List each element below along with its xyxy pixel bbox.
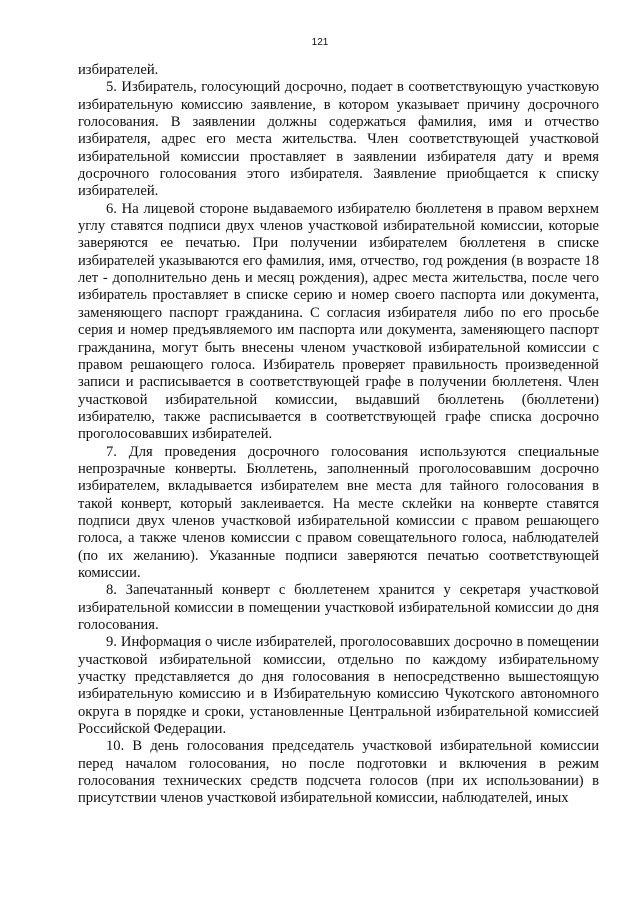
paragraph-7: 7. Для проведения досрочного голосования используются специальные непрозрачные конверты. Бюллетень, заполненный проголосовавшим досрочно избирателем, вкладывается избирателем вне места для тайного голосования в такой конверт, который заклеивается. На месте склейки на конверте ставятся подписи двух членов участковой избирательной комиссии с правом решающего голоса, а также членов комиссии с правом совещательного голоса, наблюдателей (по их желанию). Указанные подписи заверяются печатью соответствующей комиссии. <box>78 443 599 581</box>
paragraph-5: 5. Избиратель, голосующий досрочно, подает в соответствующую участковую избирательную комиссию заявление, в котором указывает причину досрочного голосования. В заявлении должны содержаться фамилия, имя и отчество избирателя, адрес его места жительства. Член соответствующей участковой избирательной комиссии проставляет в заявлении избирателя дату и время досрочного голосования этого избирателя. Заявление приобщается к списку избирателей. <box>78 79 599 200</box>
paragraph-6: 6. На лицевой стороне выдаваемого избирателю бюллетеня в правом верхнем углу ставятся подписи двух членов участковой избирательной комиссии, которые заверяются ее печатью. При получении избирателем бюллетеня в списке избирателей указываются его фамилия, имя, отчество, год рождения (в возрасте 18 лет - дополнительно день и месяц рождения), адрес места жительства, после чего избиратель проставляет в списке серию и номер своего паспорта или документа, заменяющего паспорт гражданина. С согласия избирателя либо по его просьбе серия и номер предъявляемого им паспорта или документа, заменяющего паспорт гражданина, могут быть внесены членом участковой избирательной комиссии с правом решающего голоса. Избиратель проверяет правильность произведенной записи и расписывается в соответствующей графе в получении бюллетеня. Член участковой избирательной комиссии, выдавший бюллетень (бюллетени) избирателю, также расписывается в соответствующей графе списка досрочно проголосовавших избирателей. <box>78 200 599 443</box>
page-number: 121 <box>311 37 329 48</box>
paragraph-continuation: избирателей. <box>78 62 159 78</box>
paragraph-9: 9. Информация о числе избирателей, проголосовавших досрочно в помещении участковой избирательной комиссии, отдельно по каждому избирательному участку представляется до дня голосования в непосредственно вышестоящую избирательную комиссию и в Избирательную комиссию Чукотского автономного округа в порядке и сроки, установленные Центральной избирательной комиссией Российской Федерации. <box>78 634 599 738</box>
paragraph-10: 10. В день голосования председатель участковой избирательной комиссии перед началом голосования, но после подготовки и включения в режим голосования технических средств подсчета голосов (при их использовании) в присутствии членов участковой избирательной комиссии, наблюдателей, иных <box>78 738 599 807</box>
document-body <box>78 62 599 808</box>
paragraph-8: 8. Запечатанный конверт с бюллетенем хранится у секретаря участковой избирательной комиссии в помещении участковой избирательной комиссии до дня голосования. <box>78 582 599 633</box>
